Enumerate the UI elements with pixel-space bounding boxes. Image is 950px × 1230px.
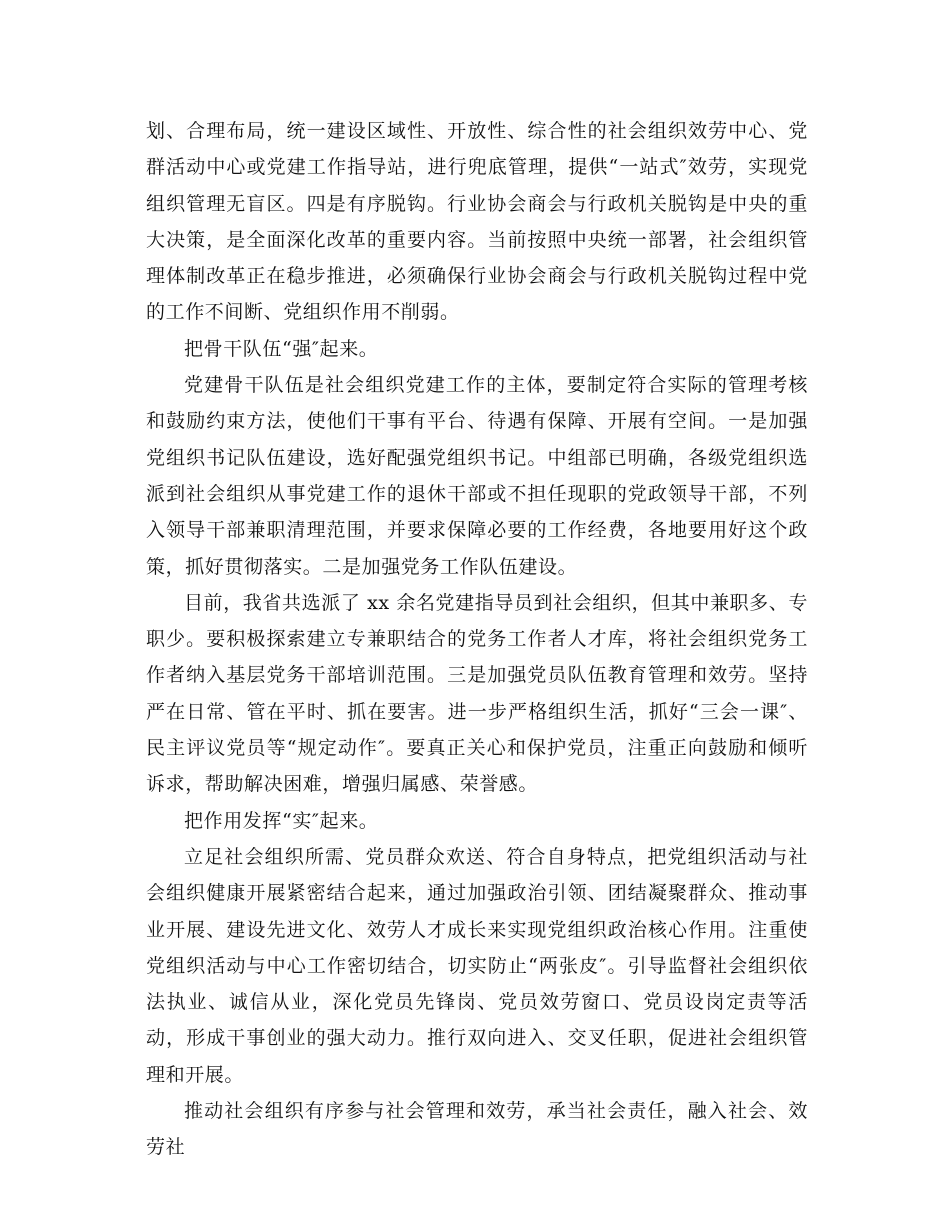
paragraph-social-participation: 推动社会组织有序参与社会管理和效劳，承当社会责任，融入社会、效劳社 (146, 1100, 808, 1159)
paragraph-current-status: 目前，我省共选派了 xx 余名党建指导员到社会组织，但其中兼职多、专职少。要积极探索建立专兼职结合的党务工作者人才库，将社会组织党务工作者纳入基层党务干部培训范围。三是加强党员队伍教育管理和效劳。坚持严在日常、管在平时、抓在要害。进一步严格组织生活，抓好“三会一课″、民主评议党员等“规定动作″。要真正关心和保护党员，注重正向鼓励和倾听诉求，帮助解决困难，增强归属感、荣誉感。 (146, 591, 808, 796)
paragraph-continuation: 划、合理布局，统一建设区域性、开放性、综合性的社会组织效劳中心、党群活动中心或党建工作指导站，进行兜底管理，提供“一站式″效劳，实现党组织管理无盲区。四是有序脱钩。行业协会商会与行政机关脱钩是中央的重大决策，是全面深化改革的重要内容。当前按照中央统一部署，社会组织管理体制改革正在稳步推进，必须确保行业协会商会与行政机关脱钩过程中党的工作不间断、党组织作用不削弱。 (146, 120, 808, 324)
section-heading-backbone: 把骨干队伍“强″起来。 (184, 337, 379, 360)
paragraph-backbone-team: 党建骨干队伍是社会组织党建工作的主体，要制定符合实际的管理考核和鼓励约束方法，使他们干事有平台、待遇有保障、开展有空间。一是加强党组织书记队伍建设，选好配强党组织书记。中组部已明确，各级党组织选派到社会组织从事党建工作的退休干部或不担任现职的党政领导干部，不列入领导干部兼职清理范围，并要求保障必要的工作经费，各地要用好这个政策，抓好贯彻落实。二是加强党务工作队伍建设。 (146, 374, 808, 578)
paragraph-role-play: 立足社会组织所需、党员群众欢送、符合自身特点，把党组织活动与社会组织健康开展紧密结合起来，通过加强政治引领、团结凝聚群众、推动事业开展、建设先进文化、效劳人才成长来实现党组织政治核心作用。注重使党组织活动与中心工作密切结合，切实防止“两张皮″。引导监督社会组织依法执业、诚信从业，深化党员先锋岗、党员效劳窗口、党员设岗定责等活动，形成干事创业的强大动力。推行双向进入、交叉任职，促进社会组织管理和开展。 (146, 845, 808, 1086)
section-heading-role: 把作用发挥“实″起来。 (184, 809, 379, 832)
document-body (146, 113, 808, 1166)
